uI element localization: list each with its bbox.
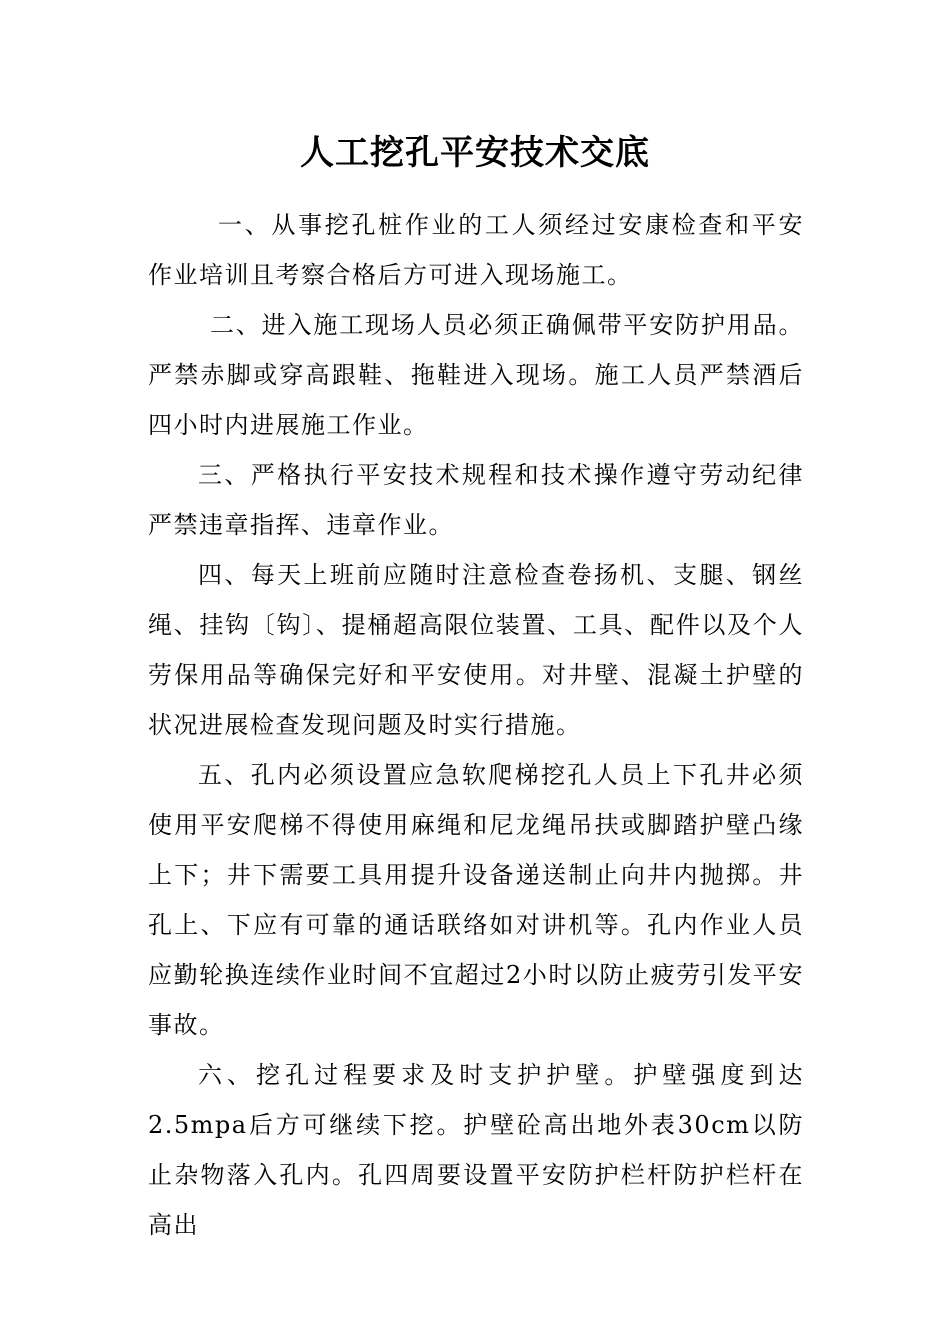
paragraph-5: 五、孔内必须设置应急软爬梯挖孔人员上下孔井必须使用平安爬梯不得使用麻绳和尼龙绳吊扶或脚踏护壁凸缘上下；井下需要工具用提升设备递送制止向井内抛掷。井孔上、下应有可靠的通话联络如对讲机等。孔内作业人员应勤轮换连续作业时间不宜超过2小时以防止疲劳引发平安事故。 — [148, 761, 804, 1039]
paragraph-2: 二、进入施工现场人员必须正确佩带平安防护用品。严禁赤脚或穿高跟鞋、拖鞋进入现场。施工人员严禁酒后四小时内进展施工作业。 — [148, 311, 804, 439]
document-body — [148, 200, 804, 1250]
paragraph-3: 三、严格执行平安技术规程和技术操作遵守劳动纪律严禁违章指挥、违章作业。 — [148, 461, 804, 539]
paragraph-6: 六、挖孔过程要求及时支护护壁。护壁强度到达2.5mpa后方可继续下挖。护壁砼高出地外表30cm以防止杂物落入孔内。孔四周要设置平安防护栏杆防护栏杆在高出 — [148, 1061, 804, 1239]
paragraph-1: 一、从事挖孔桩作业的工人须经过安康检查和平安作业培训且考察合格后方可进入现场施工。 — [148, 211, 804, 289]
document-title: 人工挖孔平安技术交底 — [300, 133, 650, 173]
paragraph-4: 四、每天上班前应随时注意检查卷扬机、支腿、钢丝绳、挂钩〔钩〕、提桶超高限位装置、工具、配件以及个人劳保用品等确保完好和平安使用。对井壁、混凝土护壁的状况进展检查发现问题及时实行措施。 — [148, 561, 804, 739]
